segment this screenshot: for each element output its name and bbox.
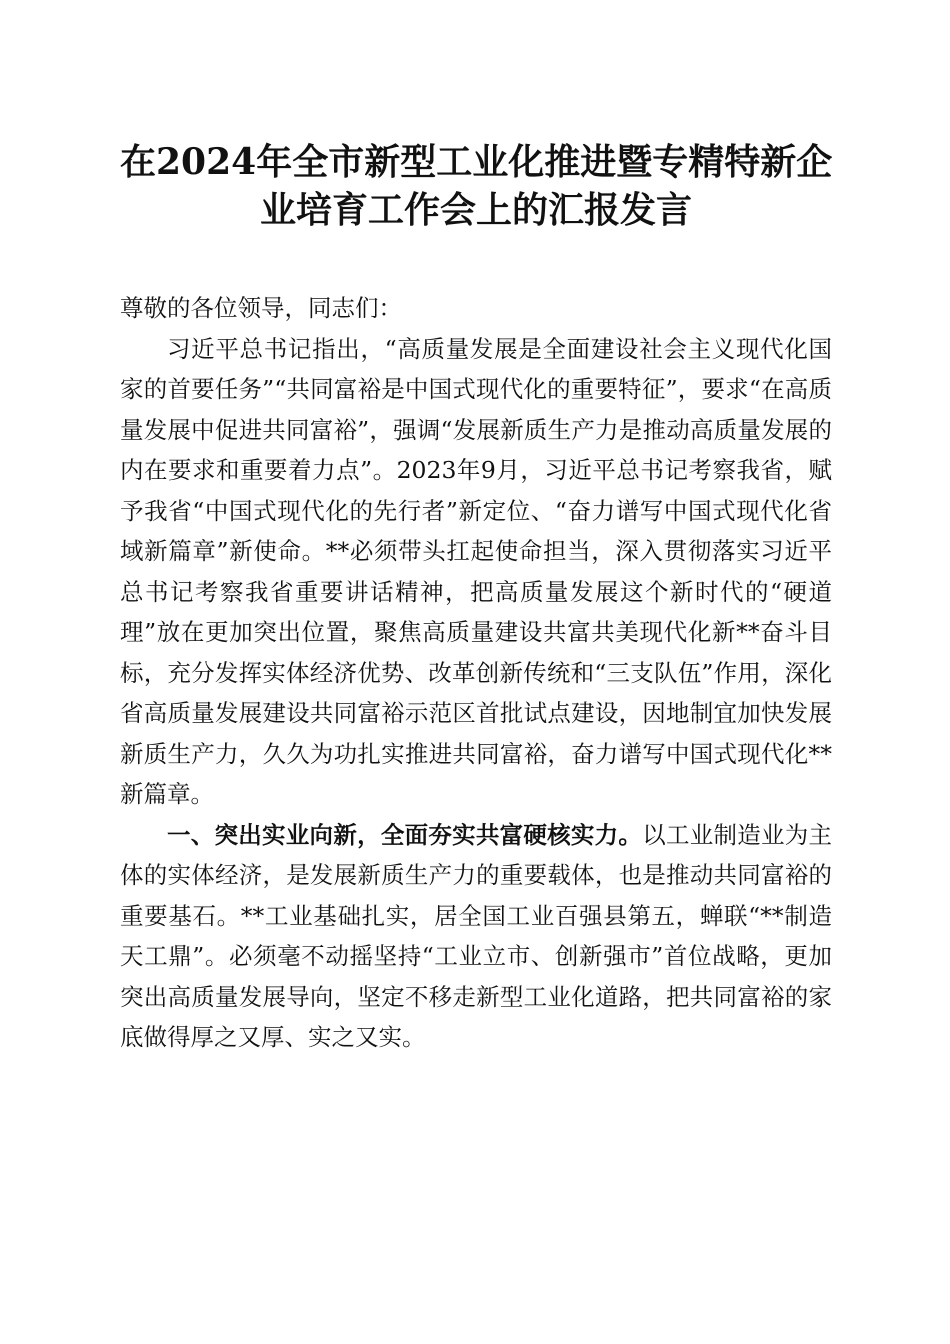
paragraph-1: 习近平总书记指出，“高质量发展是全面建设社会主义现代化国家的首要任务”“共同富裕是中国式现代化的重要特征”，要求“在高质量发展中促进共同富裕”，强调“发展新质生产力是推动高质量发展的内在要求和重要着力点”。2023年9月，习近平总书记考察我省，赋予我省“中国式现代化的先行者”新定位、“奋力谱写中国式现代化省域新篇章”新使命。**必须带头扛起使命担当，深入贯彻落实习近平总书记考察我省重要讲话精神，把高质量发展这个新时代的“硬道理”放在更加突出位置，聚焦高质量建设共富共美现代化新**奋斗目标，充分发挥实体经济优势、改革创新传统和“三支队伍”作用，深化省高质量发展建设共同富裕示范区首批试点建设，因地制宜加快发展新质生产力，久久为功扎实推进共同富裕，奋力谱写中国式现代化**新篇章。 <box>120 334 832 808</box>
paragraph-2 <box>120 815 832 1058</box>
document-page <box>120 138 832 1058</box>
paragraph-2-text: 以工业制造业为主体的实体经济，是发展新质生产力的重要载体，也是推动共同富裕的重要基石。**工业基础扎实，居全国工业百强县第五，蝉联“**制造天工鼎”。必须毫不动摇坚持“工业立市、创新强市”首位战略，更加突出高质量发展导向，坚定不移走新型工业化道路，把共同富裕的家底做得厚之又厚、实之又实。 <box>120 820 833 1051</box>
section-heading-1: 一、突出实业向新，全面夯实共富硬核实力。 <box>167 820 643 849</box>
document-title <box>120 138 832 234</box>
document-body <box>120 288 832 1058</box>
title-line-1: 在2024年全市新型工业化推进暨专精特新企 <box>120 141 833 183</box>
salutation: 尊敬的各位领导，同志们： <box>120 294 402 322</box>
title-line-2: 业培育工作会上的汇报发言 <box>259 189 692 231</box>
